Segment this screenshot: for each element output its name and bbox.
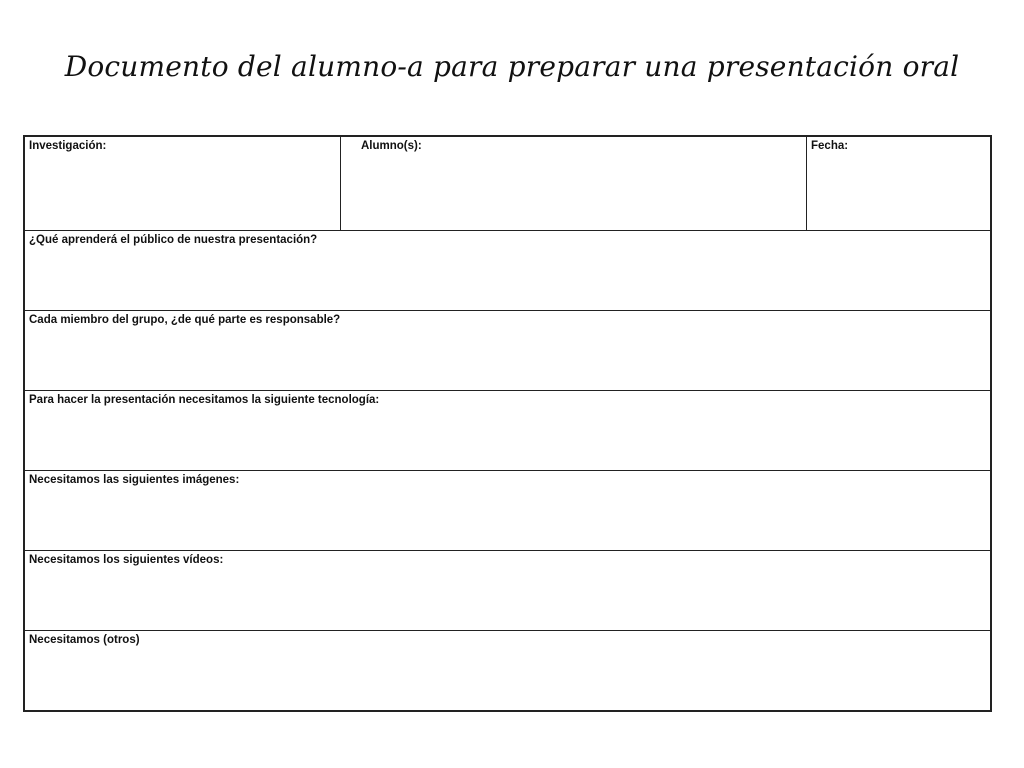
- investigacion-label: Investigación:: [29, 140, 107, 152]
- fecha-field[interactable]: [811, 157, 986, 226]
- videos-cell[interactable]: [25, 551, 990, 630]
- publico-cell[interactable]: [25, 231, 990, 310]
- presentation-form: [23, 135, 992, 712]
- otros-label: Necesitamos (otros): [29, 634, 140, 646]
- otros-field[interactable]: [29, 651, 986, 706]
- responsable-cell[interactable]: [25, 311, 990, 390]
- investigacion-cell[interactable]: [25, 137, 341, 230]
- alumnos-label: Alumno(s):: [361, 140, 422, 152]
- section-row-videos: [25, 551, 990, 631]
- form-header-row: [25, 137, 990, 231]
- otros-cell[interactable]: [25, 631, 990, 710]
- publico-field[interactable]: [29, 251, 986, 306]
- imagenes-label: Necesitamos las siguientes imágenes:: [29, 474, 240, 486]
- tecnologia-field[interactable]: [29, 411, 986, 466]
- alumnos-cell[interactable]: [341, 137, 807, 230]
- responsable-field[interactable]: [29, 331, 986, 386]
- fecha-label: Fecha:: [811, 140, 849, 152]
- investigacion-field[interactable]: [29, 157, 336, 226]
- imagenes-field[interactable]: [29, 491, 986, 546]
- page-title: Documento del alumno-a para preparar una presentación oral: [64, 50, 960, 83]
- responsable-label: Cada miembro del grupo, ¿de qué parte es responsable?: [29, 314, 341, 326]
- section-row-tecnologia: [25, 391, 990, 471]
- section-row-responsable: [25, 311, 990, 391]
- publico-label: ¿Qué aprenderá el público de nuestra presentación?: [29, 234, 318, 246]
- section-row-otros: [25, 631, 990, 710]
- tecnologia-cell[interactable]: [25, 391, 990, 470]
- section-row-publico: [25, 231, 990, 311]
- videos-label: Necesitamos los siguientes vídeos:: [29, 554, 224, 566]
- videos-field[interactable]: [29, 571, 986, 626]
- tecnologia-label: Para hacer la presentación necesitamos la siguiente tecnología:: [29, 394, 380, 406]
- imagenes-cell[interactable]: [25, 471, 990, 550]
- alumnos-field[interactable]: [345, 157, 802, 226]
- section-row-imagenes: [25, 471, 990, 551]
- fecha-cell[interactable]: [807, 137, 990, 230]
